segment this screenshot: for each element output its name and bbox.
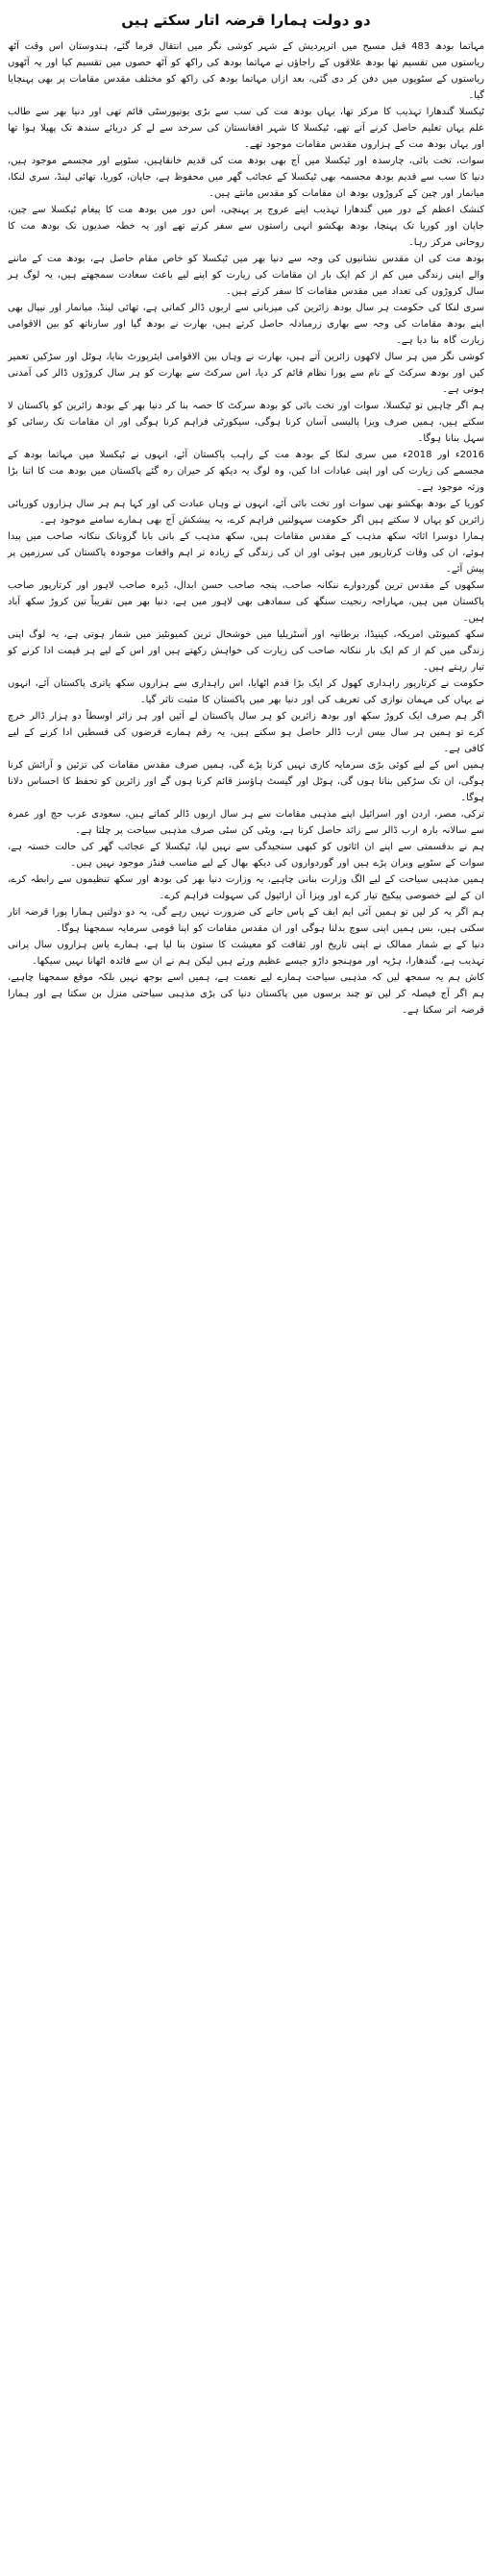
article-paragraph: اگر ہم صرف ایک کروڑ سکھ اور بودھ زائرین کو ہر سال پاکستان لے آئیں اور ہر زائر اوسطاً دو ہزار ڈالر خرچ کرے تو ہمیں ہر سال بیس ارب ڈالر حاصل ہو سکتے ہیں، یہ رقم ہمارے قرضوں کی قسطیں ادا کرنے کے لیے کافی ہے۔ [8, 711, 484, 754]
article-paragraph: ہمیں اس کے لیے کوئی بڑی سرمایہ کاری نہیں کرنا پڑے گی، ہمیں صرف مقدس مقامات کی تزئین و آرائش کرنا ہوگی، ان تک سڑکیں بنانا ہوں گی، ہوٹل اور گیسٹ ہاؤسز قائم کرنا ہوں گے اور زائرین کو تحفظ کا احساس دلانا ہوگا۔ [8, 760, 484, 803]
article-paragraph: سکھوں کے مقدس ترین گوردوارے ننکانہ صاحب، پنجہ صاحب حسن ابدال، ڈیرہ صاحب لاہور اور کرتارپور صاحب پاکستان میں ہیں، مہاراجہ رنجیت سنگھ کی سمادھی بھی لاہور میں ہے، دنیا بھر میں تقریباً تین کروڑ سکھ آباد ہیں۔ [8, 580, 484, 624]
article-paragraph: کوشی نگر میں ہر سال لاکھوں زائرین آتے ہیں، بھارت نے وہاں بین الاقوامی ایئرپورٹ بنایا، ہوٹل اور سڑکیں تعمیر کیں اور بودھ سرکٹ کے نام سے پورا نظام قائم کر دیا، اس سرکٹ سے بھارت کو ہر سال کروڑوں ڈالر کی آمدنی ہوتی ہے۔ [8, 352, 484, 395]
article-paragraph: ٹیکسلا گندھارا تہذیب کا مرکز تھا، یہاں بودھ مت کی سب سے بڑی یونیورسٹی قائم تھی اور دنیا بھر سے طالب علم یہاں تعلیم حاصل کرنے آتے تھے، ٹیکسلا کا شہر افغانستان کی سرحد سے لے کر دریائے سندھ تک پھیلا ہوا تھا اور یہاں بودھ مت کے ہزاروں مقدس مقامات موجود تھے۔ [8, 107, 484, 150]
article-paragraph: ہمیں مذہبی سیاحت کے لیے الگ وزارت بنانی چاہیے، یہ وزارت دنیا بھر کی بودھ اور سکھ تنظیموں سے رابطہ کرے، ان کے لیے خصوصی پیکیج تیار کرے اور ویزا آن ارائیول کی سہولت فراہم کرے۔ [8, 874, 484, 901]
article-paragraph: ہم اگر یہ کر لیں تو ہمیں آئی ایم ایف کے پاس جانے کی ضرورت نہیں رہے گی، یہ دو دولتیں ہمارا پورا قرضہ اتار سکتی ہیں، بس ہمیں اپنی سوچ بدلنا ہوگی اور ان مقدس مقامات کو اپنا قومی سرمایہ سمجھنا ہوگا۔ [8, 907, 484, 934]
article-paragraph: حکومت نے کرتارپور راہداری کھول کر ایک بڑا قدم اٹھایا، اس راہداری سے ہزاروں سکھ یاتری پاکستان آئے، انہوں نے یہاں کی مہمان نوازی کی تعریف کی اور دنیا بھر میں پاکستان کا مثبت تاثر گیا۔ [8, 678, 484, 705]
article-paragraph: کاش ہم یہ سمجھ لیں کہ مذہبی سیاحت ہمارے لیے نعمت ہے، ہمیں اسے بوجھ نہیں بلکہ موقع سمجھنا چاہیے، ہم اگر آج فیصلہ کر لیں تو چند برسوں میں پاکستان دنیا کی بڑی مذہبی سیاحتی منزل بن سکتا ہے اور ہمارا قرضہ اتر سکتا ہے۔ [8, 972, 484, 1016]
article-paragraph: ہم اگر چاہیں تو ٹیکسلا، سوات اور تخت بائی کو بودھ سرکٹ کا حصہ بنا کر دنیا بھر کے بودھ زائرین کو پاکستان لا سکتے ہیں، ہمیں صرف ویزا پالیسی آسان کرنا ہوگی، سیکورٹی فراہم کرنا ہوگی اور ان مقامات تک رسائی کو سہل بنانا ہوگا۔ [8, 401, 484, 444]
article-paragraph: دنیا کے بے شمار ممالک نے اپنی تاریخ اور ثقافت کو معیشت کا ستون بنا لیا ہے، ہمارے پاس ہزاروں سال پرانی تہذیب ہے، گندھارا، ہڑپہ اور موہنجو داڑو جیسے عظیم ورثے ہیں لیکن ہم نے ان سے فائدہ اٹھانا نہیں سیکھا۔ [8, 940, 484, 967]
article-body [8, 38, 484, 1018]
article-paragraph: کنشک اعظم کے دور میں گندھارا تہذیب اپنے عروج پر پہنچی، اس دور میں بودھ مت کا پیغام ٹیکسلا سے چین، جاپان اور کوریا تک پہنچا، بودھ بھکشو انہی راستوں سے سفر کرتے تھے اور یہ خطہ صدیوں تک بودھ مت کا روحانی مرکز رہا۔ [8, 205, 484, 248]
article-paragraph: سوات، تخت بائی، چارسدہ اور ٹیکسلا میں آج بھی بودھ مت کی قدیم خانقاہیں، سٹوپے اور مجسمے موجود ہیں، دنیا کا سب سے قدیم بودھ مجسمہ بھی ٹیکسلا کے عجائب گھر میں محفوظ ہے، جاپان، کوریا، تھائی لینڈ، سری لنکا، میانمار اور چین کے کروڑوں بودھ ان مقامات کو مقدس مانتے ہیں۔ [8, 156, 484, 199]
article-paragraph: ہمارا دوسرا اثاثہ سکھ مذہب کے مقدس مقامات ہیں، سکھ مذہب کے بانی بابا گرونانک ننکانہ صاحب میں پیدا ہوئے، ان کی وفات کرتارپور میں ہوئی اور ان کی زندگی کے زیادہ تر اہم واقعات موجودہ پاکستان کی سرزمین پر پیش آئے۔ [8, 531, 484, 575]
article-paragraph: ترکی، مصر، اردن اور اسرائیل اپنے مذہبی مقامات سے ہر سال اربوں ڈالر کماتے ہیں، سعودی عرب حج اور عمرہ سے سالانہ بارہ ارب ڈالر سے زائد حاصل کرتا ہے، ویٹی کن سٹی صرف مذہبی سیاحت پر چلتا ہے۔ [8, 809, 484, 836]
article-paragraph: بودھ مت کی ان مقدس نشانیوں کی وجہ سے دنیا بھر میں ٹیکسلا کو خاص مقام حاصل ہے، بودھ مت کے ماننے والے اپنی زندگی میں کم از کم ایک بار ان مقامات کی زیارت کو اپنے لیے باعث سعادت سمجھتے ہیں، یہ لوگ ہر سال کروڑوں کی تعداد میں مقدس مقامات کا سفر کرتے ہیں۔ [8, 254, 484, 297]
article-paragraph: ہم نے بدقسمتی سے اپنے ان اثاثوں کو کبھی سنجیدگی سے نہیں لیا، ٹیکسلا کے عجائب گھر کی حالت خستہ ہے، سوات کے سٹوپے ویران پڑے ہیں اور گوردواروں کی دیکھ بھال کے لیے مناسب فنڈز موجود نہیں ہیں۔ [8, 842, 484, 869]
article-headline: دو دولت ہمارا قرضہ اتار سکتے ہیں [121, 12, 371, 29]
article-paragraph: سری لنکا کی حکومت ہر سال بودھ زائرین کی میزبانی سے اربوں ڈالر کماتی ہے، تھائی لینڈ، میانمار اور نیپال بھی اپنے بودھ مقامات کی وجہ سے بھاری زرمبادلہ حاصل کرتے ہیں، بھارت نے بودھ گیا اور سارناتھ کو بین الاقوامی زیارت گاہ بنا دیا ہے۔ [8, 303, 484, 346]
article-paragraph: مہاتما بودھ 483 قبل مسیح میں اترپردیش کے شہر کوشی نگر میں انتقال فرما گئے، ہندوستان اس وقت آٹھ ریاستوں میں تقسیم تھا بودھ علاقوں کے راجاؤں نے مہاتما بودھ کی راکھ کو آٹھ حصوں میں تقسیم کیا اور یہ آٹھوں ریاستوں کے سٹوپوں میں دفن کر دی گئی، بعد ازاں مہاتما بودھ کی راکھ کو مختلف مقدس مقامات پر بھی پہنچایا گیا۔ [8, 41, 484, 101]
article-paragraph: کوریا کے بودھ بھکشو بھی سوات اور تخت بائی آئے، انہوں نے وہاں عبادت کی اور کہا ہم ہر سال ہزاروں کوریائی زائرین کو یہاں لا سکتے ہیں اگر حکومت سہولتیں فراہم کرے، یہ پیشکش آج بھی ہمارے سامنے موجود ہے۔ [8, 499, 484, 526]
article-paragraph: سکھ کمیونٹی امریکہ، کینیڈا، برطانیہ اور آسٹریلیا میں خوشحال ترین کمیونٹیز میں شمار ہوتی ہے، یہ لوگ اپنی زندگی میں کم از کم ایک بار ننکانہ صاحب کی زیارت کی خواہش رکھتے ہیں اور اس کے لیے ہر قیمت ادا کرنے کو تیار رہتے ہیں۔ [8, 629, 484, 673]
article-paragraph: 2016ء اور 2018ء میں سری لنکا کے بودھ مت کے راہب پاکستان آئے، انہوں نے ٹیکسلا میں مہاتما بودھ کے مجسمے کی زیارت کی اور اپنی عبادات ادا کیں، وہ لوگ یہ دیکھ کر حیران رہ گئے پاکستان میں بودھ مت کا اتنا بڑا ورثہ موجود ہے۔ [8, 450, 485, 493]
